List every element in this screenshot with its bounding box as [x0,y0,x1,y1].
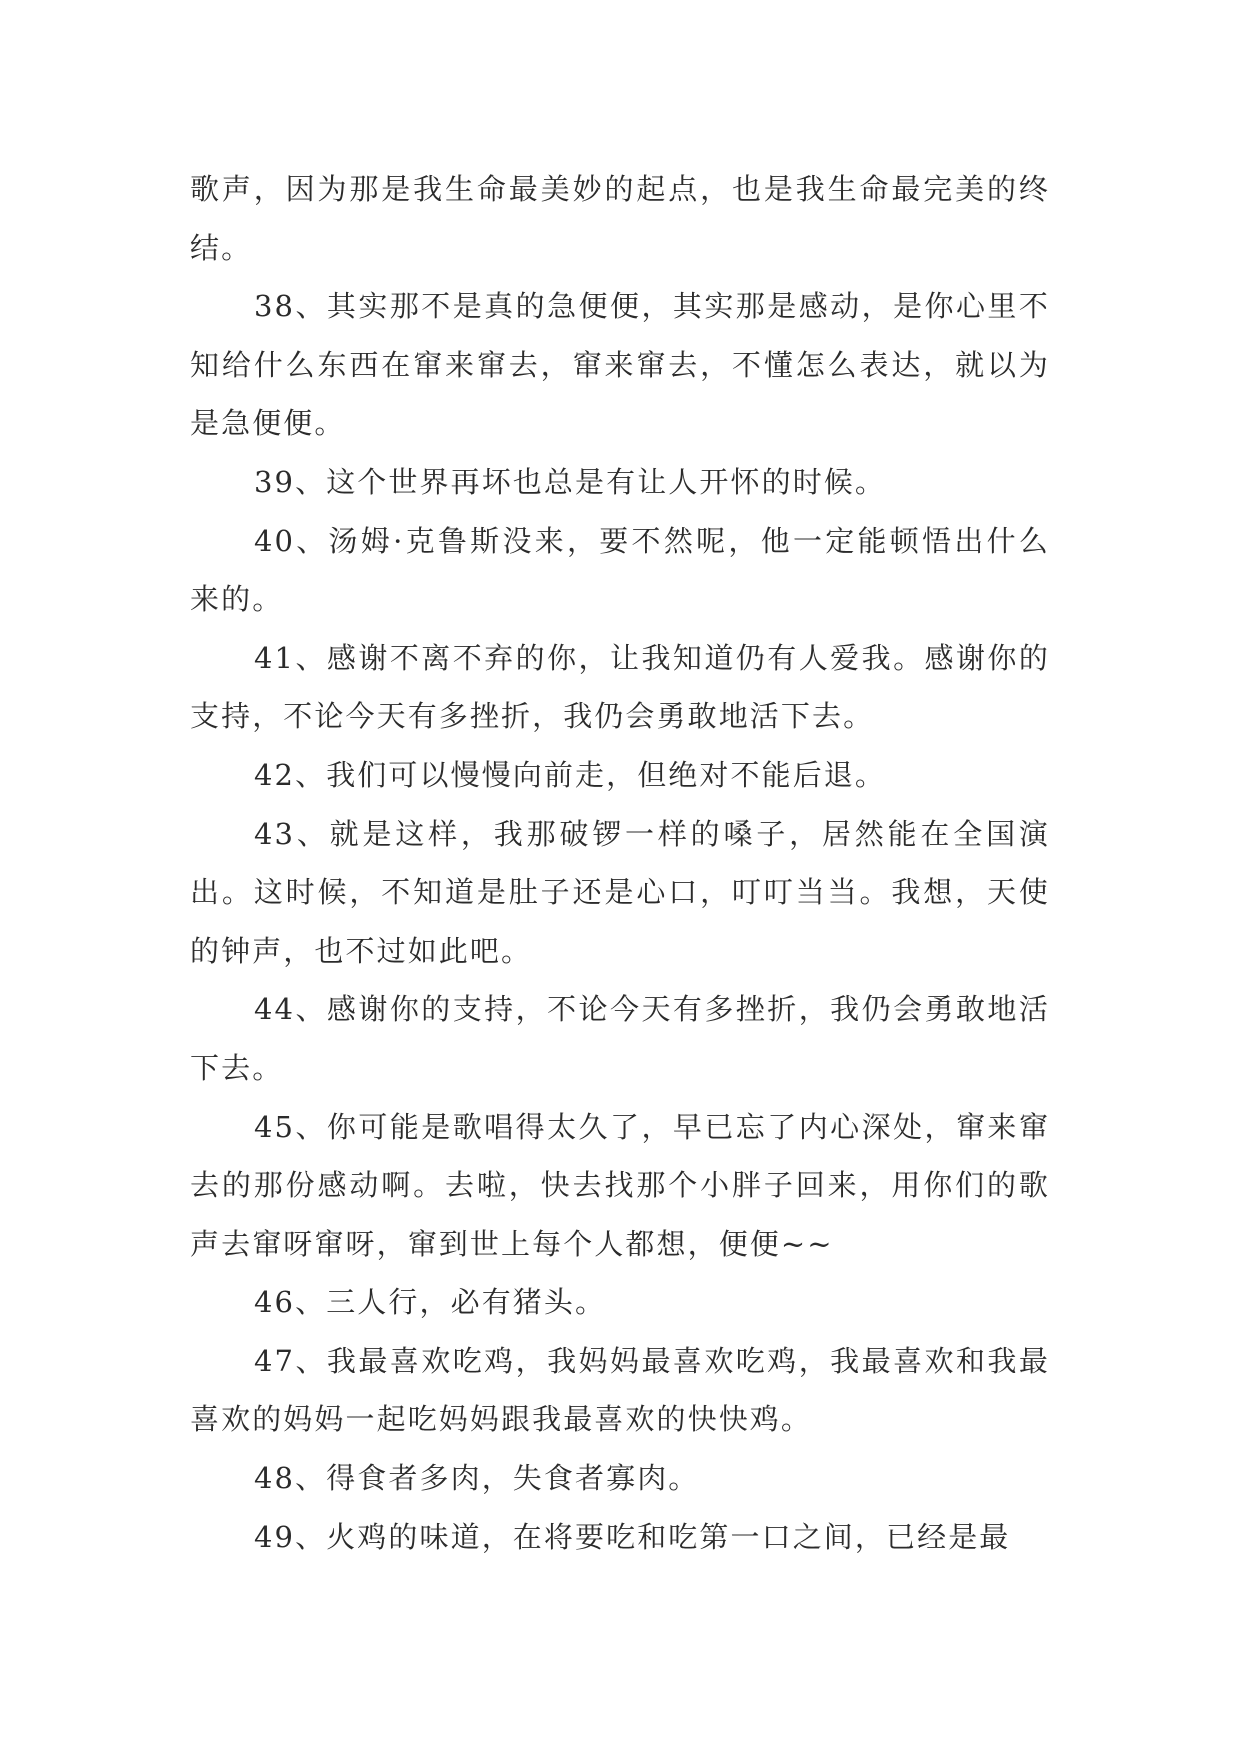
paragraph-item-42: 42、我们可以慢慢向前走，但绝对不能后退。 [254,757,887,792]
paragraph-item-38: 38、其实那不是真的急便便，其实那是感动，是你心里不知给什么东西在窜来窜去，窜来窜去，不懂怎么表达，就以为是急便便。 [190,289,1050,441]
paragraph-item-40: 40、汤姆·克鲁斯没来，要不然呢，他一定能顿悟出什么来的。 [190,523,1050,617]
paragraph-item-43: 43、就是这样，我那破锣一样的嗓子，居然能在全国演出。这时候，不知道是肚子还是心口，叮叮当当。我想，天使的钟声，也不过如此吧。 [190,816,1050,968]
paragraph-item-48: 48、得食者多肉，失食者寡肉。 [254,1461,700,1496]
paragraph-item-47: 47、我最喜欢吃鸡，我妈妈最喜欢吃鸡，我最喜欢和我最喜欢的妈妈一起吃妈妈跟我最喜欢的快快鸡。 [190,1343,1050,1437]
paragraph-item-39: 39、这个世界再坏也总是有让人开怀的时候。 [254,464,887,499]
paragraph-item-49: 49、火鸡的味道，在将要吃和吃第一口之间，已经是最 [254,1519,1011,1554]
document-body [190,160,1050,1566]
paragraph-item-46: 46、三人行，必有猪头。 [254,1285,607,1320]
paragraph-item-44: 44、感谢你的支持，不论今天有多挫折，我仍会勇敢地活下去。 [190,992,1050,1085]
paragraph-item-41: 41、感谢不离不弃的你，让我知道仍有人爱我。感谢你的支持，不论今天有多挫折，我仍会勇敢地活下去。 [190,640,1050,734]
paragraph-item-45: 45、你可能是歌唱得太久了，早已忘了内心深处，窜来窜去的那份感动啊。去啦，快去找那个小胖子回来，用你们的歌声去窜呀窜呀，窜到世上每个人都想，便便~~ [190,1109,1050,1261]
paragraph-continuation: 歌声，因为那是我生命最美妙的起点，也是我生命最完美的终结。 [190,172,1050,265]
